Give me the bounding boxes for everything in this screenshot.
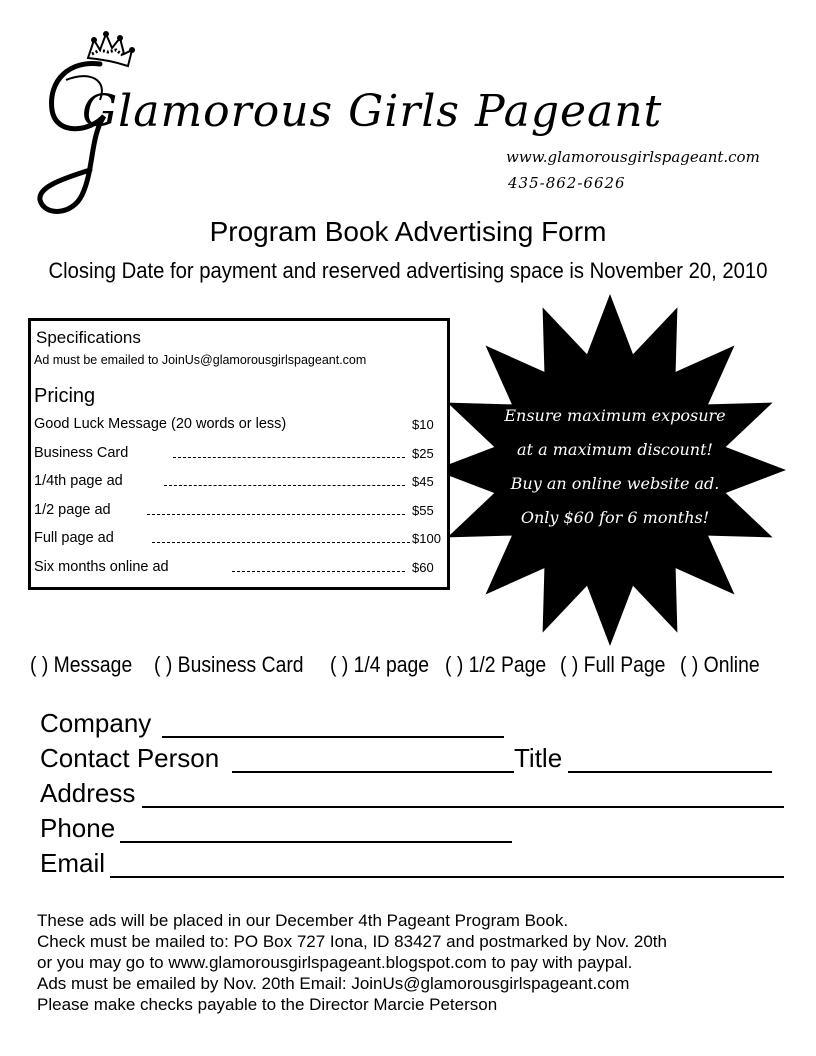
price-amount: $60 [412,560,434,575]
note-line: Please make checks payable to the Director Marcie Peterson [37,995,498,1014]
dash-leader [173,457,405,458]
contact-person-label: Contact Person [40,743,220,773]
option-business-card[interactable]: ( ) Business Card [154,652,304,677]
price-row [34,445,438,465]
address-label: Address [40,778,136,808]
phone-label: Phone [40,813,116,843]
phone-field[interactable] [40,813,115,847]
price-label: 1/4th page ad [34,473,123,489]
option-full-page[interactable]: ( ) Full Page [560,652,666,677]
price-row [34,559,438,579]
dash-leader [147,514,405,515]
closing-date-text: Closing Date for payment and reserved advertising space is November 20, 2010 [48,258,768,283]
pricing-heading: Pricing [34,385,96,407]
title-label: Title [514,743,563,773]
address-field[interactable] [40,778,135,812]
ad-options [30,652,790,678]
price-row [34,530,441,550]
specifications-heading: Specifications [36,328,141,347]
dash-leader [164,485,405,486]
promo-line: at a maximum discount! [517,440,713,459]
email-label: Email [40,848,106,878]
phone-input-line[interactable] [120,841,512,843]
starburst-icon [430,290,790,650]
price-label: 1/2 page ad [34,502,111,518]
notes-block [37,910,667,1015]
contact-person-input-line[interactable] [232,771,514,773]
phone-text: 435-862-6626 [508,174,626,192]
option-message[interactable]: ( ) Message [30,652,133,677]
address-input-line[interactable] [142,806,784,808]
promo-line: Buy an online website ad. [510,474,720,493]
price-label: Good Luck Message (20 words or less) [34,416,287,432]
price-label: Six months online ad [34,559,169,575]
company-input-line[interactable] [162,736,504,738]
brand-title: Glamorous Girls Pageant [82,86,663,137]
contact-person-field[interactable] [40,743,563,777]
price-row [34,502,438,522]
option-online[interactable]: ( ) Online [680,652,760,677]
dash-leader [232,571,405,572]
price-label: Business Card [34,445,129,461]
email-field[interactable] [40,848,105,882]
title-input-line[interactable] [568,771,772,773]
promo-line: Ensure maximum exposure [504,406,726,425]
note-line: These ads will be placed in our December 4th Pageant Program Book. [37,911,569,930]
price-row [34,473,438,493]
note-line: or you may go to www.glamorousgirlspageant.blogspot.com to pay with paypal. [37,953,633,972]
option-half-page[interactable]: ( ) 1/2 Page [445,652,547,677]
promo-line: Only $60 for 6 months! [520,508,710,527]
price-label: Full page ad [34,530,114,546]
option-quarter-page[interactable]: ( ) 1/4 page [330,652,430,677]
form-title: Program Book Advertising Form [209,216,607,247]
note-line: Check must be mailed to: PO Box 727 Iona, ID 83427 and postmarked by Nov. 20th [37,932,667,951]
website-text: www.glamorousgirlspageant.com [506,148,760,166]
price-row [34,416,438,436]
price-amount: $25 [412,446,434,461]
price-amount: $100 [412,531,441,546]
email-input-line[interactable] [110,876,784,878]
specifications-text: Ad must be emailed to JoinUs@glamorousgirlspageant.com [34,353,367,367]
price-amount: $10 [412,417,434,432]
company-label: Company [40,708,152,738]
dash-leader [152,542,410,543]
note-line: Ads must be emailed by Nov. 20th Email: JoinUs@glamorousgirlspageant.com [37,974,630,993]
price-amount: $45 [412,474,434,489]
price-amount: $55 [412,503,434,518]
company-field[interactable] [40,708,151,742]
